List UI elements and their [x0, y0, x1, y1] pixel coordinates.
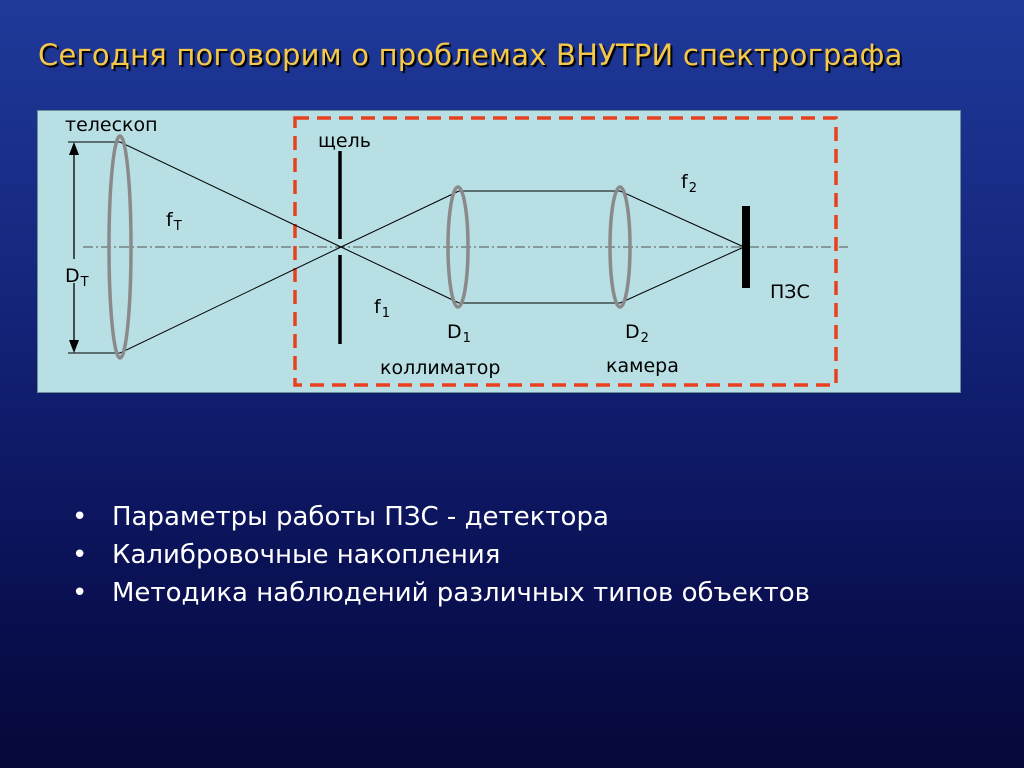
camera-label: камера — [606, 355, 679, 377]
camera-focal-label: $f_2$ — [681, 171, 697, 196]
ray-slit-collimator-bottom — [341, 247, 459, 303]
bullet-marker: • — [72, 502, 88, 532]
ray-slit-collimator-top — [341, 191, 459, 247]
bullet-text: Калибровочные накопления — [112, 540, 501, 570]
spectrograph-diagram — [37, 110, 961, 393]
optical-scheme — [38, 111, 960, 392]
list-item — [72, 498, 810, 536]
list-item — [72, 574, 810, 612]
slide-title: Сегодня поговорим о проблемах ВНУТРИ спектрографа — [38, 38, 903, 72]
ray-telescope-bottom — [120, 247, 341, 353]
ray-camera-top — [620, 191, 744, 247]
camera-diameter-label: $D_2$ — [625, 321, 649, 346]
bullet-marker: • — [72, 578, 88, 608]
ray-camera-bottom — [620, 247, 744, 303]
ccd-detector — [742, 206, 750, 288]
bullet-list — [72, 498, 810, 612]
bullet-text: Параметры работы ПЗС - детектора — [112, 502, 609, 532]
collimator-label: коллиматор — [380, 357, 501, 379]
collimator-diameter-label: $D_1$ — [447, 321, 471, 346]
bullet-marker: • — [72, 540, 88, 570]
slit-label: щель — [318, 130, 371, 152]
ccd-label: ПЗС — [770, 281, 810, 303]
bullet-text: Методика наблюдений различных типов объектов — [112, 578, 811, 608]
list-item — [72, 536, 810, 574]
spectrograph-box — [295, 118, 836, 385]
collimator-focal-label: $f_1$ — [374, 296, 390, 321]
telescope-label: телескоп — [65, 114, 158, 136]
telescope-focal-label: $f_T$ — [166, 209, 182, 234]
ray-telescope-top — [120, 142, 341, 247]
telescope-diameter-label: $D_T$ — [65, 265, 89, 290]
